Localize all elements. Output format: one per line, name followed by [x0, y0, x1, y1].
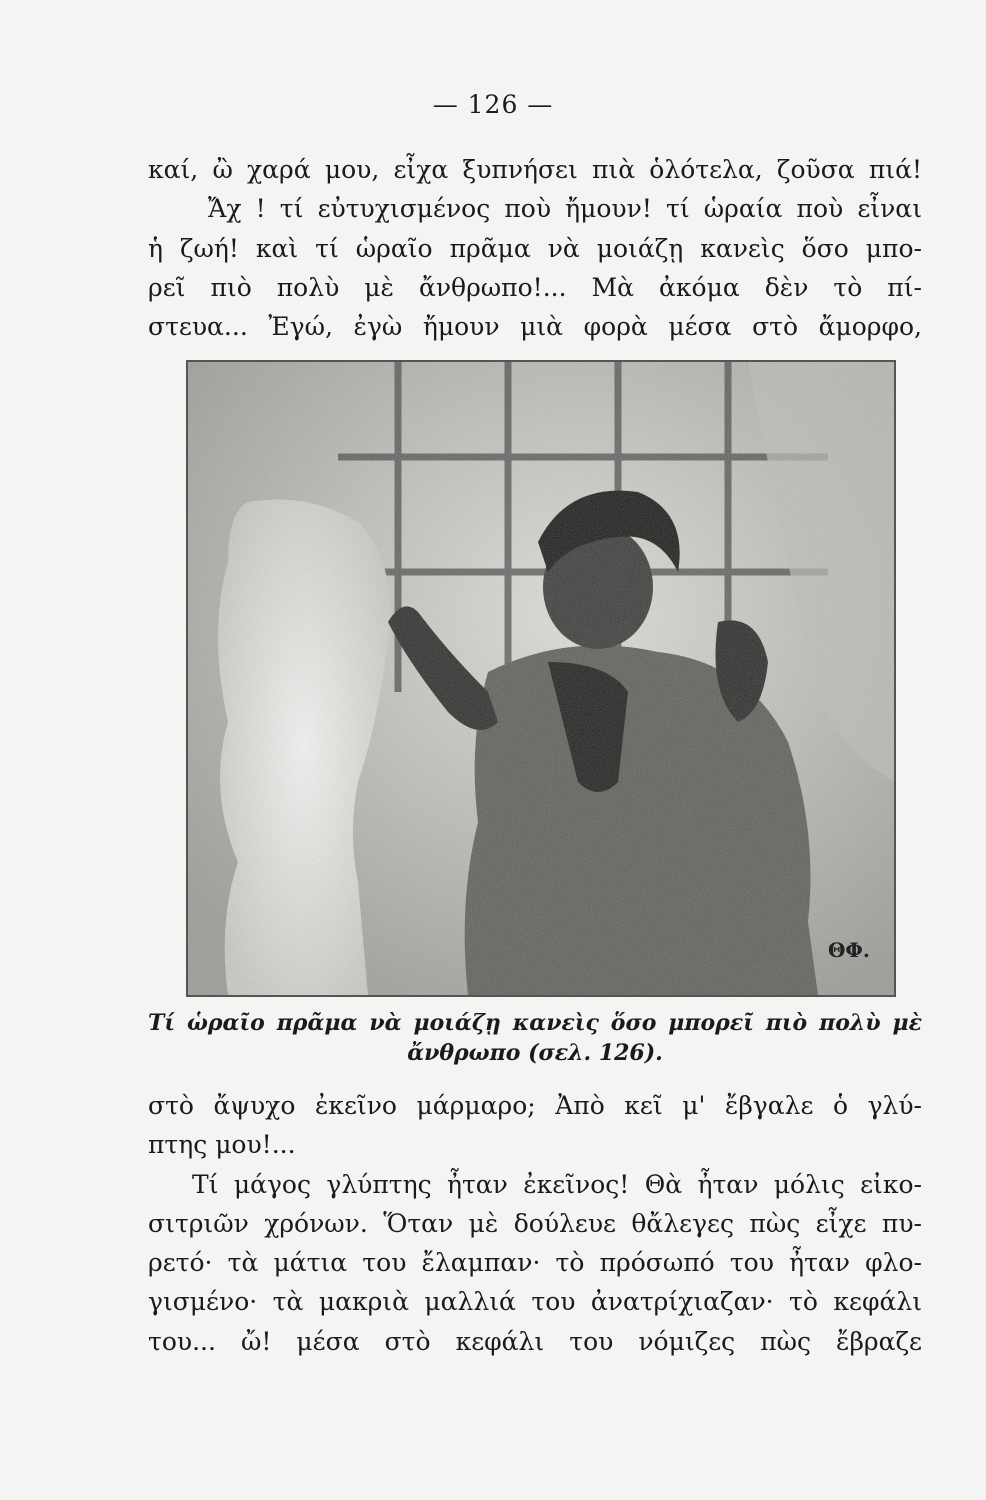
- figure-caption: [148, 1008, 922, 1068]
- caption-line-1: Τί ὡραῖο πρᾶμα νὰ μοιάζῃ κανεὶς ὅσο μπορεῖ πιὸ πολὺ μὲ: [148, 1010, 922, 1036]
- illustration-sculptor-photo: [186, 360, 896, 997]
- text-line: ἡ ζωή! καὶ τί ὡραῖο πρᾶμα νὰ μοιάζῃ κανεὶς ὅσο μπο-: [148, 233, 922, 263]
- text-line: πτης μου!...: [148, 1130, 296, 1160]
- page-number: — 126 —: [432, 90, 554, 119]
- caption-line-2: ἄνθρωπο (σελ. 126).: [407, 1040, 663, 1066]
- text-line: Ἄχ ! τί εὐτυχισμένος ποὺ ἤμουν! τί ὡραία ποὺ εἶναι: [208, 194, 922, 224]
- text-line: καί, ὢ χαρά μου, εἶχα ξυπνήσει πιὰ ὁλότελα, ζοῦσα πιά!: [148, 155, 922, 184]
- text-line: ρεῖ πιὸ πολὺ μὲ ἄνθρωπο!... Μὰ ἀκόμα δὲν τὸ πί-: [148, 272, 922, 302]
- text-line: σιτριῶν χρόνων. Ὅταν μὲ δούλευε θἄλεγες πὼς εἶχε πυ-: [148, 1208, 922, 1238]
- text-line: ρετό· τὰ μάτια του ἔλαμπαν· τὸ πρόσωπό του ἦταν φλο-: [148, 1248, 922, 1278]
- text-line: στὸ ἄψυχο ἐκεῖνο μάρμαρο; Ἀπὸ κεῖ μ' ἔβγαλε ὁ γλύ-: [148, 1091, 922, 1120]
- artist-signature: ΘΦ.: [828, 938, 870, 962]
- top-paragraph: [148, 150, 922, 346]
- bottom-paragraph: [148, 1086, 922, 1361]
- text-line: του... ὤ! μέσα στὸ κεφάλι του νόμιζες πὼς ἔβραζε: [148, 1326, 922, 1356]
- text-line: Τί μάγος γλύπτης ἦταν ἐκεῖνος! Θὰ ἦταν μόλις εἰκο-: [192, 1169, 922, 1199]
- illustration-image: [188, 362, 894, 995]
- text-line: στευα... Ἐγώ, ἐγὼ ἤμουν μιὰ φορὰ μέσα στὸ ἄμορφο,: [148, 312, 922, 342]
- text-line: γισμένο· τὰ μακριὰ μαλλιά του ἀνατρίχιαζαν· τὸ κεφάλι: [148, 1287, 922, 1317]
